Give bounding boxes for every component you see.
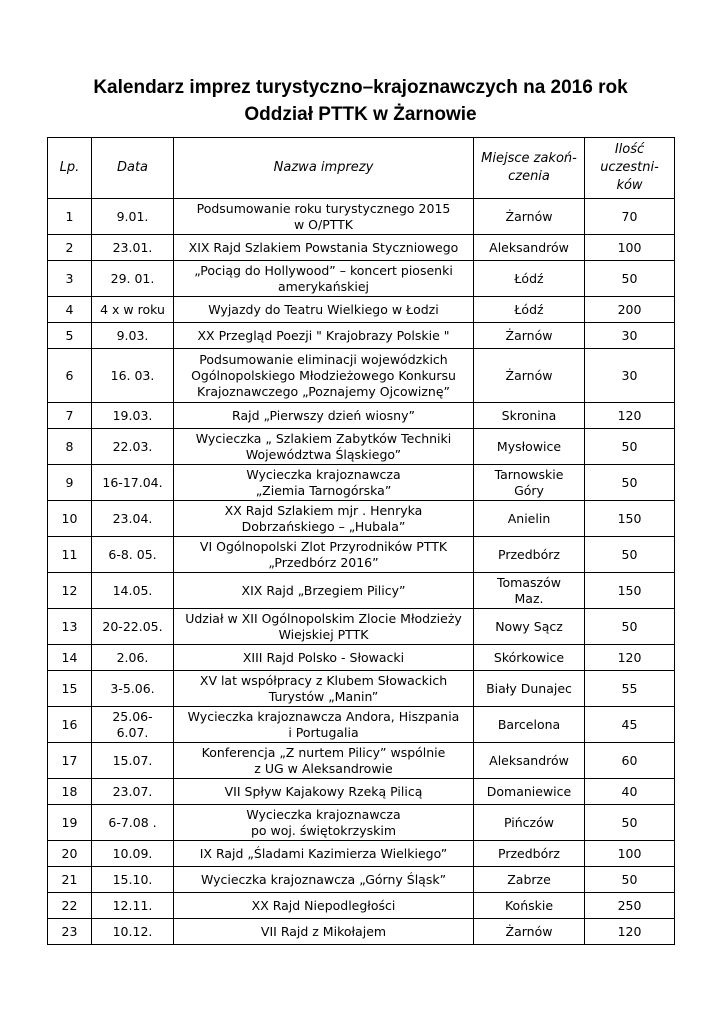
title-line-1: Kalendarz imprez turystyczno–krajoznawczych na 2016 rok <box>93 77 628 98</box>
cell-place: Żarnów <box>474 349 585 403</box>
cell-date: 9.01. <box>92 199 174 235</box>
cell-date: 2.06. <box>92 645 174 671</box>
cell-count: 200 <box>585 297 675 323</box>
cell-place: Skronina <box>474 403 585 429</box>
cell-lp: 2 <box>48 235 92 261</box>
table-row <box>48 199 675 235</box>
cell-name: VII Spływ Kajakowy Rzeką Pilicą <box>174 779 474 805</box>
header-lp: Lp. <box>48 138 92 199</box>
cell-count: 40 <box>585 779 675 805</box>
cell-date: 23.04. <box>92 501 174 537</box>
table-header-row <box>48 138 675 199</box>
header-count: Ilość uczestni- ków <box>585 138 675 199</box>
table-row <box>48 779 675 805</box>
cell-date: 15.07. <box>92 743 174 779</box>
cell-count: 50 <box>585 609 675 645</box>
cell-lp: 21 <box>48 867 92 893</box>
table-row <box>48 867 675 893</box>
table-row <box>48 645 675 671</box>
cell-name: Rajd „Pierwszy dzień wiosny” <box>174 403 474 429</box>
cell-count: 50 <box>585 867 675 893</box>
cell-date: 16-17.04. <box>92 465 174 501</box>
cell-lp: 8 <box>48 429 92 465</box>
table-row <box>48 429 675 465</box>
cell-place: Tarnowskie Góry <box>474 465 585 501</box>
cell-place: Łódź <box>474 297 585 323</box>
cell-name: VII Rajd z Mikołajem <box>174 919 474 945</box>
table-row <box>48 403 675 429</box>
table-row <box>48 297 675 323</box>
table-row <box>48 671 675 707</box>
table-row <box>48 707 675 743</box>
cell-date: 6-7.08 . <box>92 805 174 841</box>
table-row <box>48 465 675 501</box>
table-row <box>48 349 675 403</box>
cell-name: Wycieczka krajoznawcza po woj. świętokrzyskim <box>174 805 474 841</box>
cell-lp: 11 <box>48 537 92 573</box>
cell-name: XIX Rajd „Brzegiem Pilicy” <box>174 573 474 609</box>
cell-date: 12.11. <box>92 893 174 919</box>
cell-count: 50 <box>585 537 675 573</box>
cell-count: 30 <box>585 349 675 403</box>
cell-place: Barcelona <box>474 707 585 743</box>
table-row <box>48 805 675 841</box>
table-row <box>48 573 675 609</box>
cell-name: XV lat współpracy z Klubem Słowackich Turystów „Manin” <box>174 671 474 707</box>
cell-lp: 9 <box>48 465 92 501</box>
cell-lp: 15 <box>48 671 92 707</box>
cell-place: Zabrze <box>474 867 585 893</box>
cell-lp: 10 <box>48 501 92 537</box>
cell-date: 6-8. 05. <box>92 537 174 573</box>
cell-count: 50 <box>585 429 675 465</box>
cell-name: XX Przegląd Poezji " Krajobrazy Polskie " <box>174 323 474 349</box>
cell-count: 45 <box>585 707 675 743</box>
cell-count: 120 <box>585 645 675 671</box>
table-row <box>48 919 675 945</box>
cell-lp: 22 <box>48 893 92 919</box>
cell-count: 55 <box>585 671 675 707</box>
cell-place: Aleksandrów <box>474 235 585 261</box>
cell-lp: 7 <box>48 403 92 429</box>
cell-lp: 5 <box>48 323 92 349</box>
cell-name: VI Ogólnopolski Zlot Przyrodników PTTK „Przedbórz 2016” <box>174 537 474 573</box>
cell-lp: 23 <box>48 919 92 945</box>
cell-lp: 18 <box>48 779 92 805</box>
cell-count: 30 <box>585 323 675 349</box>
cell-name: XX Rajd Szlakiem mjr . Henryka Dobrzańskiego – „Hubala” <box>174 501 474 537</box>
table-row <box>48 261 675 297</box>
table-row <box>48 323 675 349</box>
table-row <box>48 537 675 573</box>
table-row <box>48 609 675 645</box>
cell-name: Podsumowanie roku turystycznego 2015 w O/PTTK <box>174 199 474 235</box>
cell-place: Przedbórz <box>474 841 585 867</box>
cell-name: Wycieczka krajoznawcza „Ziemia Tarnogórska” <box>174 465 474 501</box>
cell-place: Nowy Sącz <box>474 609 585 645</box>
cell-place: Końskie <box>474 893 585 919</box>
cell-place: Pińczów <box>474 805 585 841</box>
cell-name: Udział w XII Ogólnopolskim Zlocie Młodzieży Wiejskiej PTTK <box>174 609 474 645</box>
cell-count: 50 <box>585 805 675 841</box>
cell-name: „Pociąg do Hollywood” – koncert piosenki amerykańskiej <box>174 261 474 297</box>
cell-name: Wycieczka krajoznawcza Andora, Hiszpania i Portugalia <box>174 707 474 743</box>
table-row <box>48 743 675 779</box>
cell-name: Wyjazdy do Teatru Wielkiego w Łodzi <box>174 297 474 323</box>
cell-lp: 16 <box>48 707 92 743</box>
cell-name: XIII Rajd Polsko - Słowacki <box>174 645 474 671</box>
cell-count: 150 <box>585 573 675 609</box>
header-name: Nazwa imprezy <box>174 138 474 199</box>
cell-lp: 12 <box>48 573 92 609</box>
cell-count: 120 <box>585 919 675 945</box>
cell-lp: 4 <box>48 297 92 323</box>
cell-date: 23.01. <box>92 235 174 261</box>
table-row <box>48 893 675 919</box>
cell-count: 120 <box>585 403 675 429</box>
cell-place: Przedbórz <box>474 537 585 573</box>
header-place: Miejsce zakoń- czenia <box>474 138 585 199</box>
cell-date: 22.03. <box>92 429 174 465</box>
cell-count: 150 <box>585 501 675 537</box>
cell-name: IX Rajd „Śladami Kazimierza Wielkiego” <box>174 841 474 867</box>
cell-place: Mysłowice <box>474 429 585 465</box>
cell-lp: 3 <box>48 261 92 297</box>
cell-lp: 1 <box>48 199 92 235</box>
cell-place: Żarnów <box>474 323 585 349</box>
cell-date: 25.06- 6.07. <box>92 707 174 743</box>
cell-place: Żarnów <box>474 919 585 945</box>
cell-count: 50 <box>585 261 675 297</box>
cell-name: Wycieczka „ Szlakiem Zabytków Techniki Województwa Śląskiego” <box>174 429 474 465</box>
cell-count: 50 <box>585 465 675 501</box>
cell-date: 16. 03. <box>92 349 174 403</box>
cell-name: Wycieczka krajoznawcza „Górny Śląsk” <box>174 867 474 893</box>
events-table <box>47 137 675 945</box>
cell-date: 15.10. <box>92 867 174 893</box>
cell-date: 4 x w roku <box>92 297 174 323</box>
cell-date: 23.07. <box>92 779 174 805</box>
cell-date: 10.09. <box>92 841 174 867</box>
cell-lp: 19 <box>48 805 92 841</box>
cell-lp: 13 <box>48 609 92 645</box>
cell-date: 19.03. <box>92 403 174 429</box>
cell-count: 100 <box>585 841 675 867</box>
cell-count: 250 <box>585 893 675 919</box>
cell-place: Tomaszów Maz. <box>474 573 585 609</box>
cell-lp: 17 <box>48 743 92 779</box>
table-body <box>48 199 675 945</box>
cell-place: Anielin <box>474 501 585 537</box>
cell-name: Podsumowanie eliminacji wojewódzkich Ogólnopolskiego Młodzieżowego Konkursu Krajoznawczego „Poznajemy Ojcowiznę” <box>174 349 474 403</box>
cell-place: Łódź <box>474 261 585 297</box>
cell-name: XIX Rajd Szlakiem Powstania Styczniowego <box>174 235 474 261</box>
cell-date: 20-22.05. <box>92 609 174 645</box>
document-title <box>0 74 721 128</box>
cell-place: Żarnów <box>474 199 585 235</box>
cell-name: XX Rajd Niepodległości <box>174 893 474 919</box>
table-row <box>48 501 675 537</box>
cell-place: Biały Dunajec <box>474 671 585 707</box>
cell-place: Skórkowice <box>474 645 585 671</box>
cell-date: 29. 01. <box>92 261 174 297</box>
table-row <box>48 841 675 867</box>
cell-name: Konferencja „Z nurtem Pilicy” wspólnie z UG w Aleksandrowie <box>174 743 474 779</box>
cell-lp: 14 <box>48 645 92 671</box>
cell-date: 3-5.06. <box>92 671 174 707</box>
header-date: Data <box>92 138 174 199</box>
cell-count: 60 <box>585 743 675 779</box>
cell-lp: 20 <box>48 841 92 867</box>
cell-date: 10.12. <box>92 919 174 945</box>
cell-count: 100 <box>585 235 675 261</box>
cell-place: Aleksandrów <box>474 743 585 779</box>
cell-date: 9.03. <box>92 323 174 349</box>
table-row <box>48 235 675 261</box>
cell-lp: 6 <box>48 349 92 403</box>
cell-count: 70 <box>585 199 675 235</box>
cell-place: Domaniewice <box>474 779 585 805</box>
title-line-2: Oddział PTTK w Żarnowie <box>244 104 477 125</box>
cell-date: 14.05. <box>92 573 174 609</box>
